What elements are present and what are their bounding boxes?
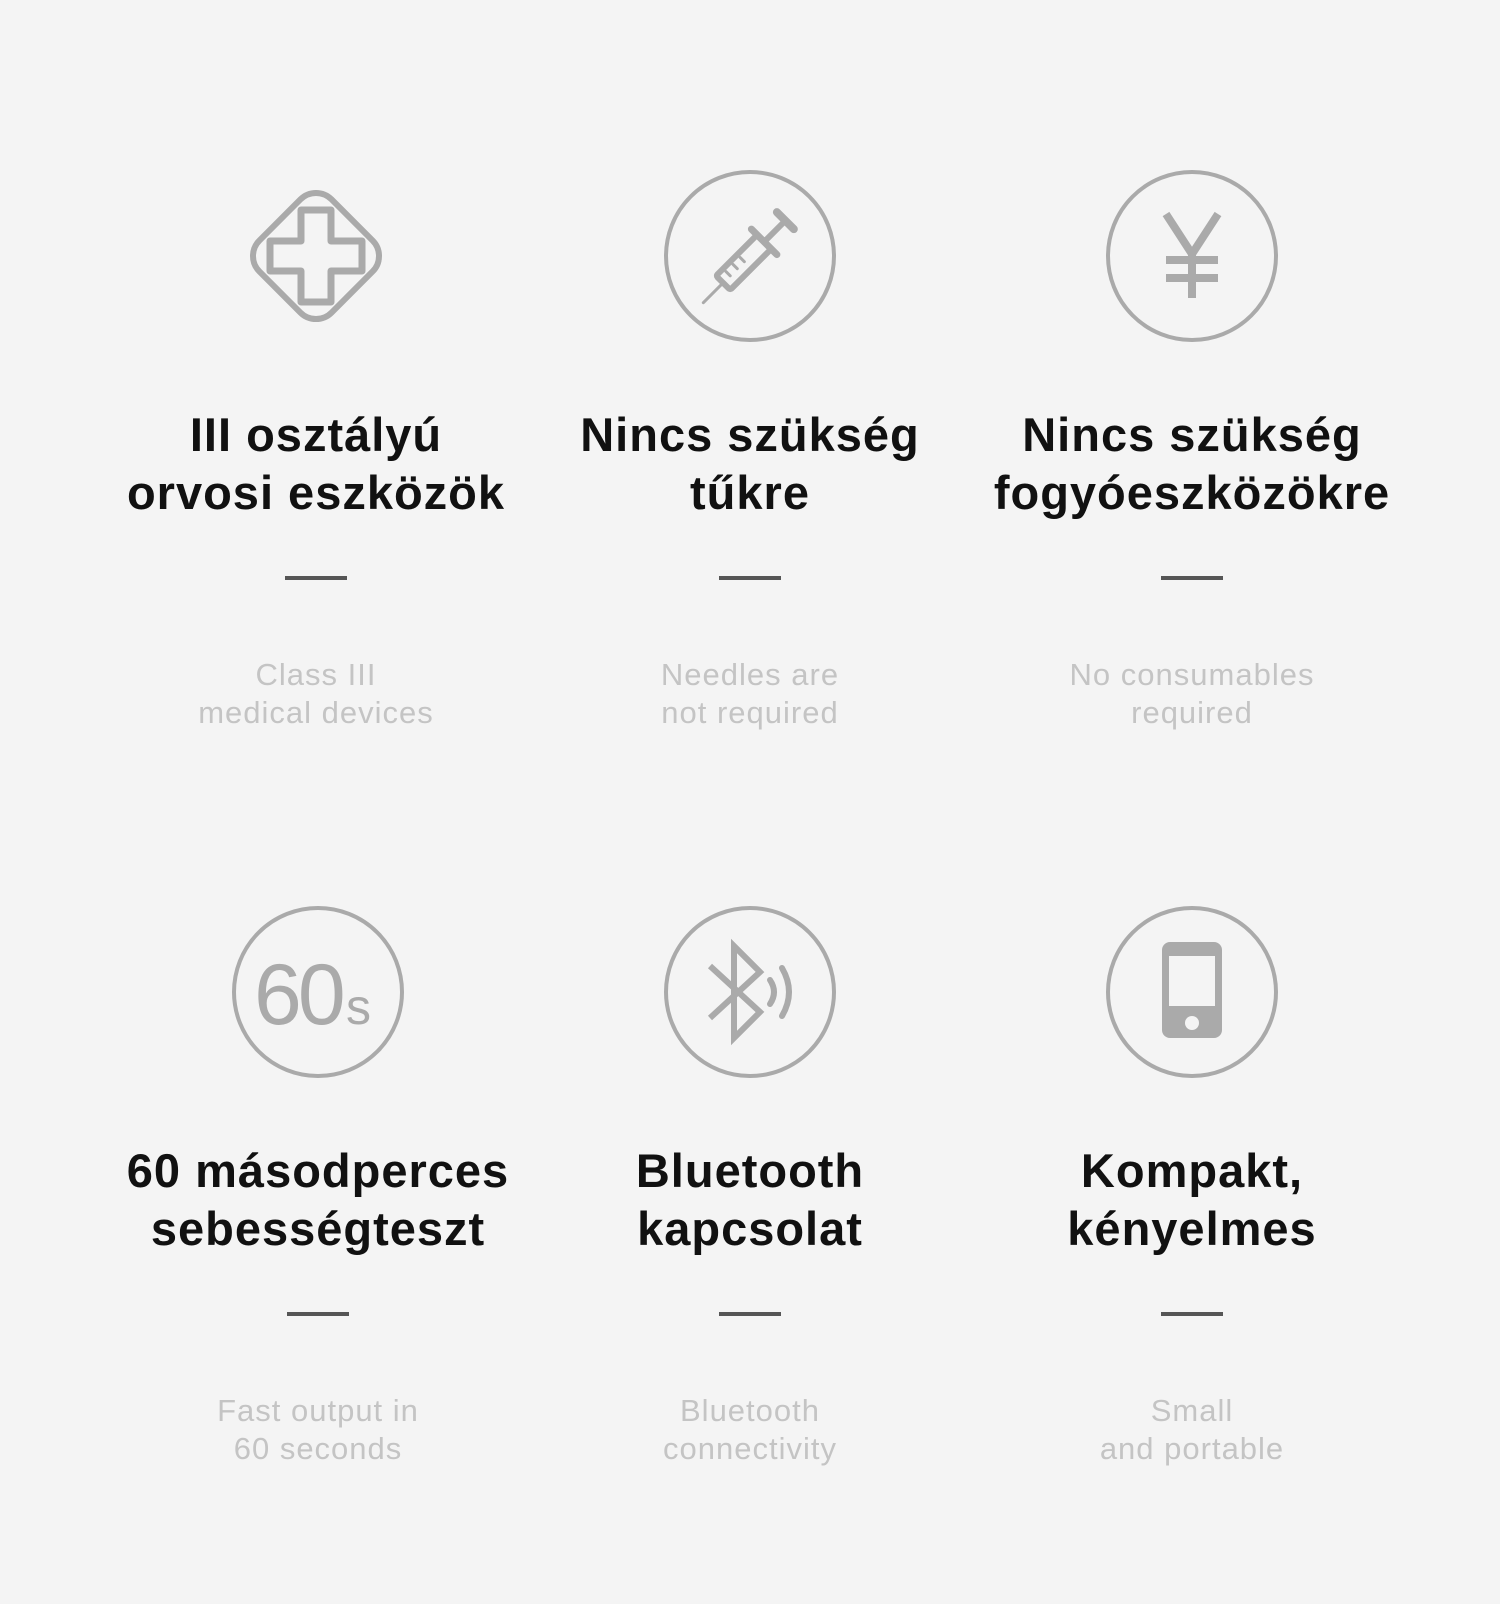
divider	[1161, 576, 1223, 580]
feature-60-second-test	[98, 904, 538, 1604]
feature-title: Kompakt, kényelmes	[1067, 1144, 1317, 1255]
feature-no-consumables	[972, 168, 1412, 868]
feature-class-iii	[96, 168, 536, 868]
feature-title: Bluetooth kapcsolat	[635, 1144, 865, 1255]
feature-subtitle: Small and portable	[1099, 1393, 1285, 1466]
feature-title: III osztályú orvosi eszközök	[126, 408, 506, 519]
phone-icon	[1104, 904, 1280, 1080]
feature-subtitle: Class III medical devices	[198, 657, 434, 730]
feature-subtitle: Fast output in 60 seconds	[217, 1393, 419, 1466]
divider	[719, 576, 781, 580]
feature-bluetooth	[530, 904, 970, 1604]
feature-subtitle: Bluetooth connectivity	[663, 1393, 837, 1466]
feature-title: Nincs szükség fogyóeszközökre	[993, 408, 1391, 519]
medical-cross-icon	[228, 168, 404, 344]
divider	[285, 576, 347, 580]
60s-timer-icon	[230, 904, 406, 1080]
divider	[719, 1312, 781, 1316]
feature-subtitle: Needles are not required	[660, 657, 840, 730]
feature-title: 60 másodperces sebességteszt	[126, 1144, 510, 1255]
svg-text:s: s	[346, 979, 371, 1035]
svg-text:60: 60	[254, 947, 342, 1043]
feature-title: Nincs szükség tűkre	[580, 408, 920, 519]
bluetooth-icon	[662, 904, 838, 1080]
syringe-icon	[662, 168, 838, 344]
feature-compact	[972, 904, 1412, 1604]
divider	[1161, 1312, 1223, 1316]
feature-subtitle: No consumables required	[1069, 657, 1315, 730]
feature-no-needles	[530, 168, 970, 868]
divider	[287, 1312, 349, 1316]
yen-icon	[1104, 168, 1280, 344]
